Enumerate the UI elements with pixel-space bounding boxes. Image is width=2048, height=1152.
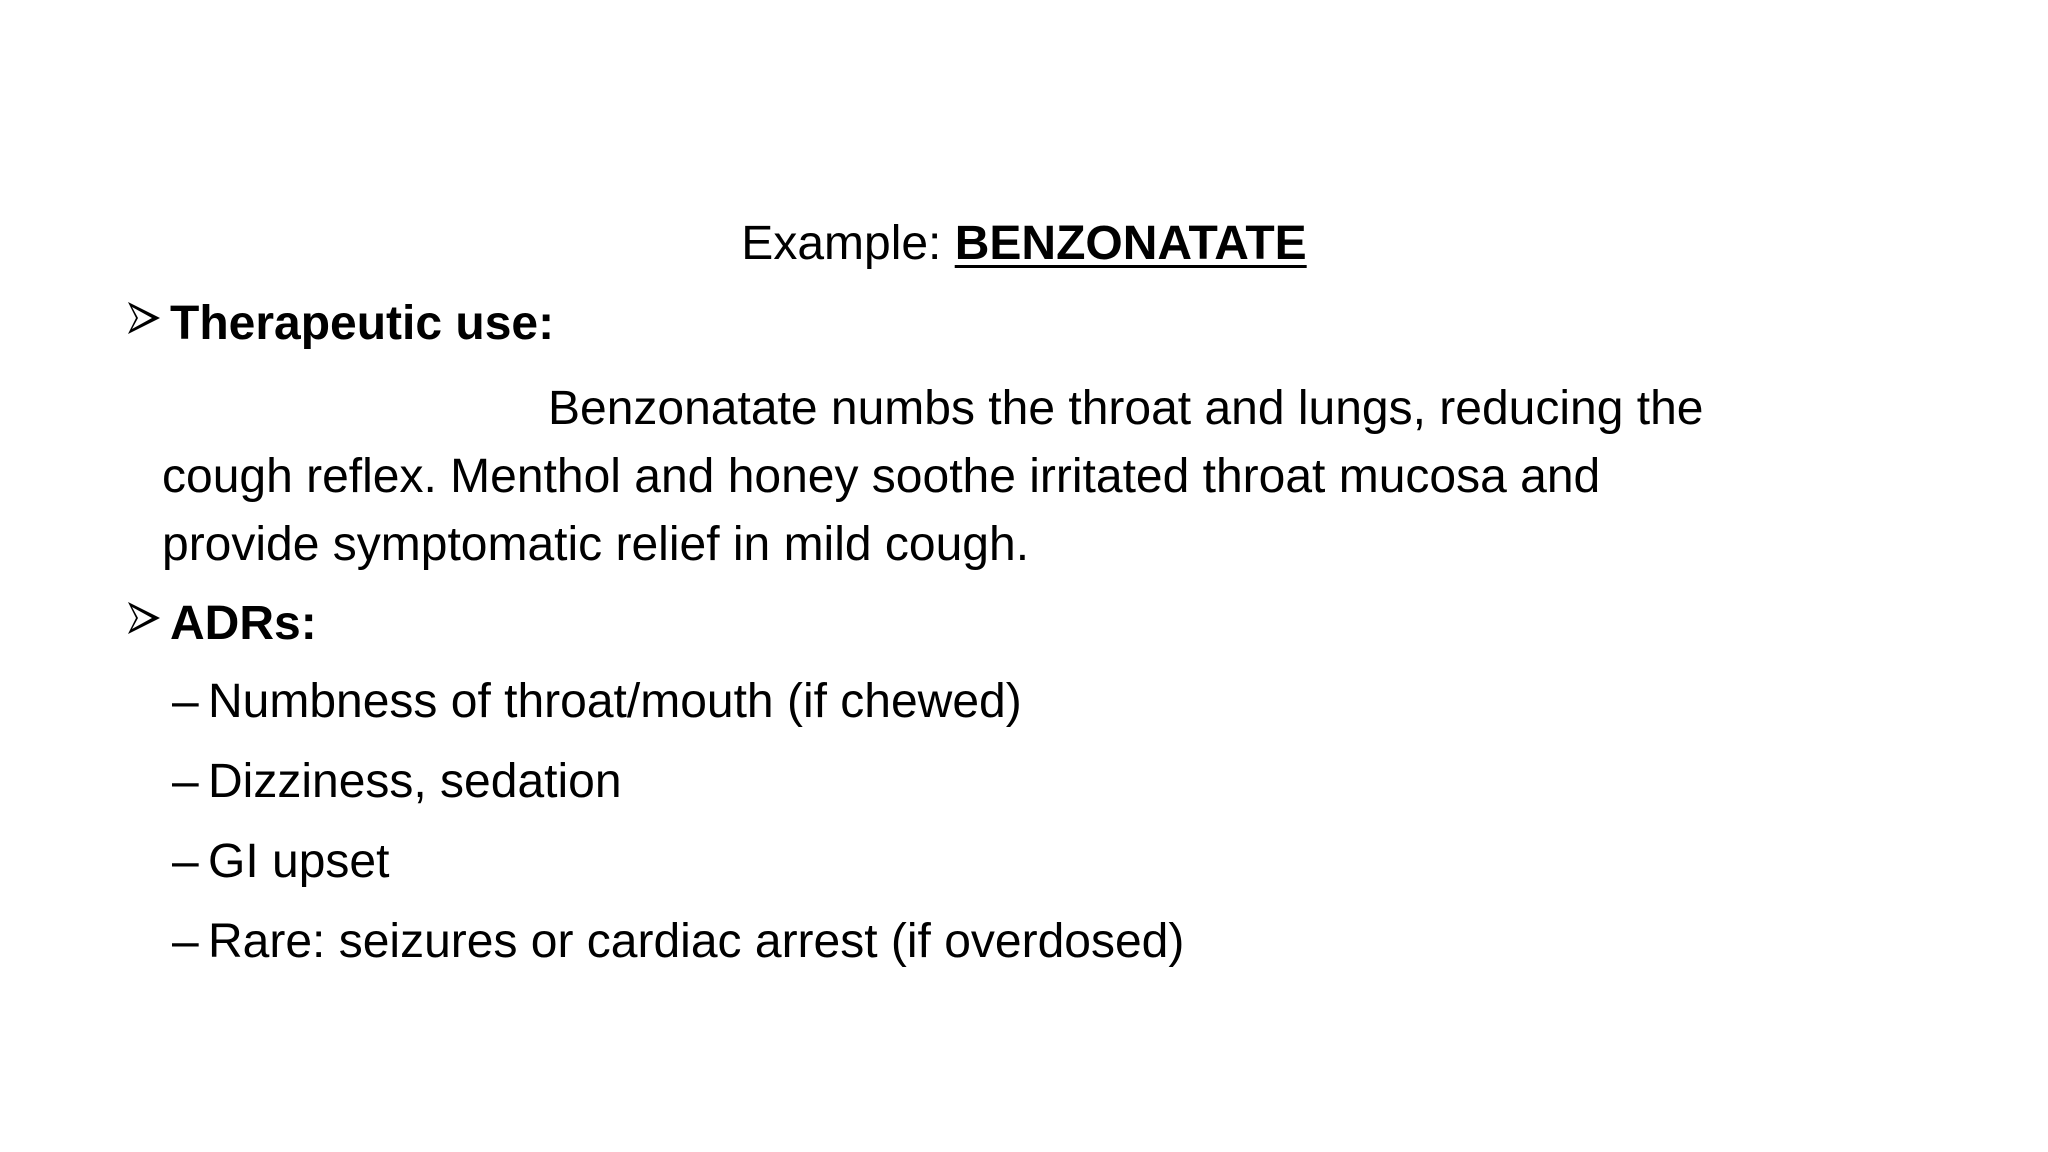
list-item-text: Numbness of throat/mouth (if chewed) xyxy=(208,675,1022,728)
slide-title xyxy=(0,214,2048,274)
list-item-text: Dizziness, sedation xyxy=(208,755,622,808)
list-item-text: GI upset xyxy=(208,835,390,888)
dash-bullet: – xyxy=(172,915,199,968)
section-heading-therapeutic-use xyxy=(126,294,554,354)
paragraph-line: Benzonatate numbs the throat and lungs, reducing the xyxy=(548,382,1704,435)
therapeutic-use-paragraph xyxy=(162,375,1862,579)
section-heading-label: ADRs: xyxy=(170,597,317,650)
paragraph-line: cough reflex. Menthol and honey soothe irritated throat mucosa and xyxy=(162,450,1601,503)
dash-bullet: – xyxy=(172,835,199,888)
title-prefix: Example: xyxy=(741,217,955,270)
arrow-bullet-icon xyxy=(126,594,170,636)
drug-name: BENZONATATE xyxy=(954,217,1307,270)
paragraph-line: provide symptomatic relief in mild cough. xyxy=(162,518,1030,571)
list-item xyxy=(172,752,622,812)
dash-bullet: – xyxy=(172,675,199,728)
list-item-text: Rare: seizures or cardiac arrest (if overdosed) xyxy=(208,915,1185,968)
list-item xyxy=(172,672,1022,732)
section-heading-label: Therapeutic use: xyxy=(170,297,555,350)
section-heading-adrs xyxy=(126,594,317,654)
arrow-bullet-icon xyxy=(126,294,170,336)
dash-bullet: – xyxy=(172,755,199,808)
list-item xyxy=(172,912,1184,972)
list-item xyxy=(172,832,389,892)
